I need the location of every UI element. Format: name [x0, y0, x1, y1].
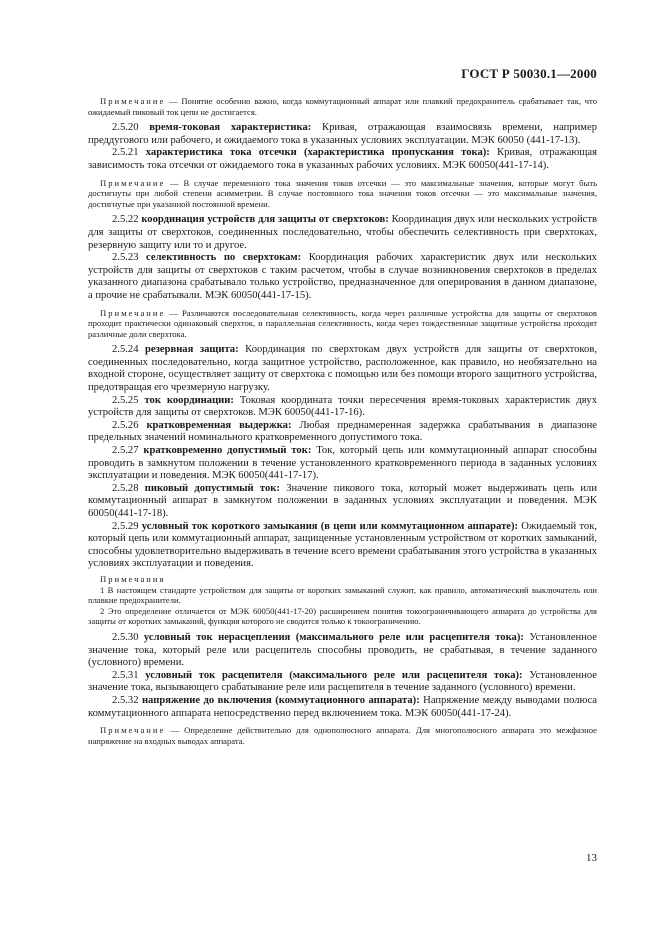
- clause-text: Кривая, отражающая взаимосвязь времени, например преддугового или рабочего, и ожидаемого тока в указанных условиях эксплуатации. МЭК 60050 (441-17-13).: [88, 122, 597, 146]
- note-paragraph: [88, 308, 597, 340]
- clause-number: 2.5.27: [112, 445, 139, 457]
- clause-text: Ток, который цепь или коммутационный аппарат способны проводить в замкнутом положении в течение установленного кратковременного периода в заданных условиях эксплуатации и поведения. МЭК 60050(441-17-17).: [88, 445, 598, 482]
- clause-term: ток координации:: [144, 394, 234, 406]
- clause-text: Кривая, отражающая зависимость тока отсечки от ожидаемого тока в указанных рабочих условиях. МЭК 60050(441-17-14).: [88, 147, 598, 171]
- note-title: Примечание: [100, 725, 166, 736]
- clause-term: условный ток нерасцепления (максимального реле или расцепителя тока):: [143, 631, 524, 643]
- clause-number: 2.5.29: [112, 520, 139, 532]
- note-item: 2 Это определение отличается от МЭК 60050(441-17-20) расширением понятия токоограничивающего аппарата до устройства для защиты от коротких замыканий, функция которого не сводится только к токоограничению.: [88, 605, 597, 627]
- clause-2-5-28: [88, 483, 597, 521]
- note-title: Примечание: [100, 96, 166, 106]
- clause-term: условный ток расцепителя (максимального реле или расцепителя тока):: [145, 669, 523, 681]
- note-text: — В случае переменного тока значения токов отсечки — это максимальные значения, которые могут быть достигнуты при любой степени асимметрии. В случае постоянного тока значения токов отсечки — это максимальные значения, достигнутые при указанной постоянной времени.: [88, 177, 597, 209]
- clause-text: Установленное значение тока, вызывающего срабатывание реле или расцепителя в течение заданного (условного) времени.: [88, 669, 597, 694]
- clause-2-5-20: [88, 122, 597, 147]
- clause-2-5-23: [88, 252, 597, 302]
- note-paragraph: [88, 178, 597, 210]
- clause-text: Координация рабочих характеристик двух или нескольких устройств для защиты от сверхтоков с таким расчетом, чтобы в случае возникновения сверхтоков в пределах указанного диапазона срабатывало только устройство, предназначенное для оперирования в данном диапазоне, а прочие не срабатывали. МЭК 60050(441-17-15).: [88, 252, 598, 301]
- clause-2-5-26: [88, 420, 597, 445]
- note-text: — Различаются последовательная селективность, когда через различные устройства для защиты от сверхтоков проходит практически одинаковый сверхток, и параллельная селективность, когда через тождественные защитные устройства проходят различные доли сверхтока.: [88, 307, 597, 339]
- clause-2-5-21: [88, 147, 597, 172]
- clause-term: характеристика тока отсечки (характеристика пропускания тока):: [145, 147, 490, 159]
- clause-term: условный ток короткого замыкания (в цепи или коммутационном аппарате):: [141, 520, 519, 532]
- clause-text: Координация по сверхтокам двух устройств для защиты от сверхтоков, соединенных последовательно, когда защитное устройство, расположенное, как правило, но необязательно на входной стороне, осуществляет защиту от сверхтока с помощью или без помощи второго защитного устройства, предотвращая его чрезмерную нагрузку.: [88, 344, 597, 394]
- clause-number: 2.5.30: [112, 631, 139, 643]
- clause-number: 2.5.23: [112, 252, 139, 264]
- clause-number: 2.5.24: [112, 344, 139, 356]
- clause-number: 2.5.28: [112, 482, 139, 494]
- clause-term: пиковый допустимый ток:: [144, 482, 280, 494]
- clause-text: Любая преднамеренная задержка срабатывания в диапазоне предельных значений номинального кратковременного допустимого тока.: [88, 419, 597, 444]
- notes-heading: Примечания: [100, 573, 166, 584]
- note-title: Примечание: [100, 307, 166, 318]
- clause-2-5-25: [88, 395, 597, 420]
- clause-term: кратковременно допустимый ток:: [143, 445, 312, 457]
- clause-text: Напряжение между выводами полюса коммутационного аппарата непосредственно перед включением тока. МЭК 60050(441-17-24).: [88, 694, 598, 719]
- page-content: [88, 96, 597, 746]
- clause-term: кратковременная выдержка:: [146, 419, 292, 431]
- clause-term: напряжение до включения (коммутационного аппарата):: [141, 694, 420, 706]
- clause-2-5-32: [88, 695, 597, 720]
- clause-2-5-31: [88, 670, 597, 695]
- clause-number: 2.5.26: [112, 419, 139, 431]
- clause-term: время-токовая характеристика:: [149, 122, 312, 134]
- clause-text: Значение пикового тока, который может выдерживать цепь или коммутационный аппарат в замкнутом положении в заданных условиях эксплуатации и поведения. МЭК 60050(441-17-18).: [88, 482, 598, 519]
- page-number: 13: [586, 852, 597, 864]
- clause-2-5-29: [88, 521, 597, 571]
- clause-number: 2.5.21: [112, 147, 139, 159]
- clause-text: Токовая координата точки пересечения время-токовых характеристик двух устройств для защиты от сверхтоков. МЭК 60050(441-17-16).: [88, 394, 597, 419]
- clause-text: Установленное значение тока, который реле или расцепитель способны проводить, не срабатывая, в течение заданного (условного) времени.: [88, 631, 598, 669]
- clause-2-5-27: [88, 445, 597, 483]
- clause-2-5-24: [88, 344, 597, 394]
- clause-text: Координация двух или нескольких устройств для защиты от сверхтоков, соединенных последовательно, чтобы обеспечить селективность при сверхтоках, резервную защиту или то и другое.: [88, 214, 597, 251]
- clause-number: 2.5.20: [112, 122, 139, 134]
- clause-term: резервная защита:: [145, 344, 239, 356]
- clause-2-5-22: [88, 214, 597, 252]
- clause-number: 2.5.25: [112, 394, 139, 406]
- clause-number: 2.5.22: [112, 214, 139, 226]
- note-title: Примечание: [100, 177, 166, 188]
- note-paragraph: [88, 96, 597, 117]
- note-item: 1 В настоящем стандарте устройством для защиты от коротких замыканий служит, как правило, автоматический выключатель или плавкие предохранители.: [88, 584, 597, 606]
- clause-2-5-30: [88, 632, 597, 670]
- clause-number: 2.5.32: [112, 694, 139, 706]
- clause-term: координация устройств для защиты от сверхтоков:: [141, 214, 389, 226]
- clause-number: 2.5.31: [112, 669, 139, 681]
- note-text: — Понятие особенно важно, когда коммутационный аппарат или плавкий предохранитель срабатывает так, что ожидаемый пиковый ток цепи не достигается.: [88, 96, 597, 117]
- note-paragraph: [88, 725, 597, 746]
- note-text: — Определение действительно для однополюсного аппарата. Для многополюсного аппарата это межфазное напряжение на входных выводах аппарата.: [88, 725, 597, 746]
- clause-term: селективность по сверхтокам:: [146, 252, 302, 264]
- document-code-header: ГОСТ Р 50030.1—2000: [461, 66, 597, 81]
- clause-text: Ожидаемый ток, который цепь или коммутационный аппарат, защищенные установленным устройством от коротких замыканий, способны удовлетворительно выдерживать в течение всего времени срабатывания этого устройства в указанных условиях эксплуатации и поведения.: [88, 520, 597, 570]
